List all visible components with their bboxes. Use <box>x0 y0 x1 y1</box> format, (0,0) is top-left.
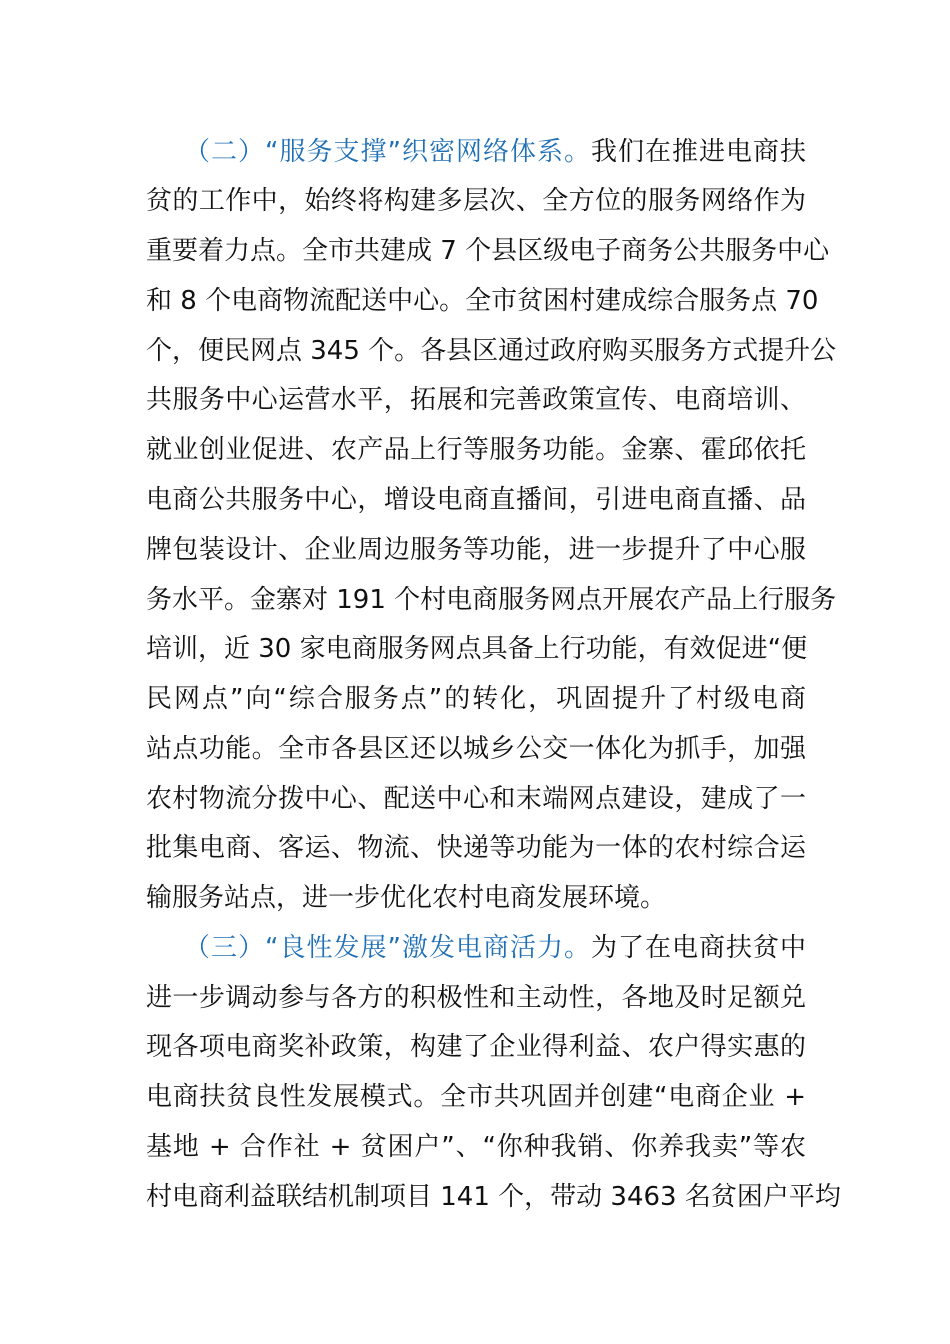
paragraph-line: 农村物流分拨中心、配送中心和末端网点建设，建成了一 <box>146 784 806 814</box>
section3-heading: （三）“良性发展”激发电商活力。 <box>184 933 591 963</box>
paragraph-line: 现各项电商奖补政策，构建了企业得利益、农户得实惠的 <box>146 1032 806 1062</box>
paragraph-line: 民网点”向“综合服务点”的转化，巩固提升了村级电商 <box>146 684 806 714</box>
section3-first-line <box>184 928 806 968</box>
paragraph-line: 村电商利益联结机制项目 141 个，带动 3463 名贫困户平均 <box>146 1182 841 1212</box>
paragraph-line: 电商公共服务中心，增设电商直播间，引进电商直播、品 <box>146 485 806 515</box>
paragraph-line: 个，便民网点 345 个。各县区通过政府购买服务方式提升公 <box>146 336 837 366</box>
paragraph-line: 基地 + 合作社 + 贫困户”、“你种我销、你养我卖”等农 <box>146 1132 806 1162</box>
paragraph-line: 输服务站点，进一步优化农村电商发展环境。 <box>146 883 667 913</box>
section2-first-line <box>184 132 806 172</box>
paragraph-line: 牌包装设计、企业周边服务等功能，进一步提升了中心服 <box>146 535 806 565</box>
paragraph-line: 共服务中心运营水平，拓展和完善政策宣传、电商培训、 <box>146 385 806 415</box>
paragraph-line: 电商扶贫良性发展模式。全市共巩固并创建“电商企业 + <box>146 1082 806 1112</box>
paragraph-line: 站点功能。全市各县区还以城乡公交一体化为抓手，加强 <box>146 734 806 764</box>
paragraph-line: 培训，近 30 家电商服务网点具备上行功能，有效促进“便 <box>146 634 808 664</box>
paragraph-line: 我们在推进电商扶 <box>590 137 806 167</box>
paragraph-line: 和 8 个电商物流配送中心。全市贫困村建成综合服务点 70 <box>146 286 819 316</box>
section2-heading: （二）“服务支撑”织密网络体系。 <box>184 137 591 167</box>
paragraph-line: 就业创业促进、农产品上行等服务功能。金寨、霍邱依托 <box>146 435 806 465</box>
paragraph-line: 务水平。金寨对 191 个村电商服务网点开展农产品上行服务 <box>146 585 837 615</box>
paragraph-line: 进一步调动参与各方的积极性和主动性，各地及时足额兑 <box>146 983 806 1013</box>
paragraph-line: 批集电商、客运、物流、快递等功能为一体的农村综合运 <box>146 833 806 863</box>
paragraph-line: 贫的工作中，始终将构建多层次、全方位的服务网络作为 <box>146 186 806 216</box>
paragraph-line: 重要着力点。全市共建成 7 个县区级电子商务公共服务中心 <box>146 236 830 266</box>
paragraph-line: 为了在电商扶贫中 <box>590 933 806 963</box>
